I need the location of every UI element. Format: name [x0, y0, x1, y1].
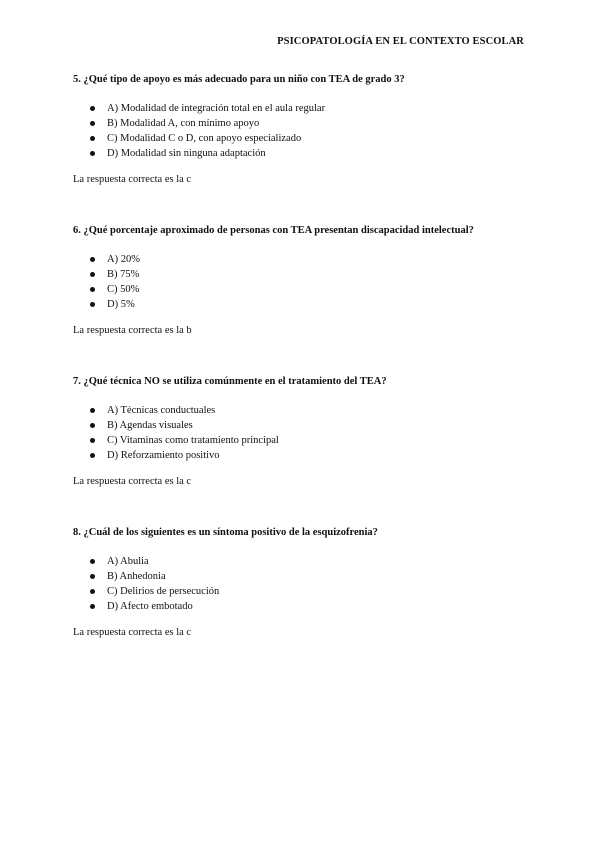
list-item	[73, 554, 533, 569]
bullet-icon	[90, 106, 95, 111]
bullet-icon	[90, 453, 95, 458]
option-text: A) Modalidad de integración total en el aula regular	[107, 103, 326, 114]
bullet-icon	[90, 438, 95, 443]
bullet-icon	[90, 257, 95, 262]
bullet-icon	[90, 604, 95, 609]
list-item	[73, 116, 533, 131]
list-item	[73, 146, 533, 161]
option-text: B) Modalidad A, con mínimo apoyo	[107, 118, 260, 129]
list-item	[73, 297, 533, 312]
list-item	[73, 101, 533, 116]
bullet-icon	[90, 287, 95, 292]
question-6	[73, 224, 533, 338]
bullet-icon	[90, 302, 95, 307]
option-text: C) 50%	[107, 284, 140, 295]
bullet-icon	[90, 574, 95, 579]
option-text: C) Delirios de persecución	[107, 586, 220, 597]
bullet-icon	[90, 423, 95, 428]
list-item	[73, 418, 533, 433]
list-item	[73, 252, 533, 267]
list-item	[73, 267, 533, 282]
list-item	[73, 282, 533, 297]
answer-text: La respuesta correcta es la b	[73, 325, 192, 336]
page-header-title: PSICOPATOLOGÍA EN EL CONTEXTO ESCOLAR	[277, 36, 524, 47]
list-item	[73, 584, 533, 599]
option-text: A) 20%	[107, 254, 140, 265]
option-text: C) Modalidad C o D, con apoyo especializado	[107, 133, 302, 144]
option-list	[73, 403, 533, 463]
option-text: B) Anhedonia	[107, 571, 166, 582]
list-item	[73, 599, 533, 614]
bullet-icon	[90, 272, 95, 277]
answer-text: La respuesta correcta es la c	[73, 476, 192, 487]
option-list	[73, 252, 533, 312]
list-item	[73, 403, 533, 418]
option-text: C) Vitaminas como tratamiento principal	[107, 435, 279, 446]
bullet-icon	[90, 559, 95, 564]
bullet-icon	[90, 408, 95, 413]
question-title: 8. ¿Cuál de los siguientes es un síntoma positivo de la esquizofrenia?	[73, 527, 378, 538]
question-title: 7. ¿Qué técnica NO se utiliza comúnmente en el tratamiento del TEA?	[73, 376, 387, 387]
question-8	[73, 526, 533, 640]
bullet-icon	[90, 121, 95, 126]
bullet-icon	[90, 589, 95, 594]
option-text: D) Afecto embotado	[107, 601, 193, 612]
option-text: A) Abulia	[107, 556, 149, 567]
list-item	[73, 569, 533, 584]
bullet-icon	[90, 136, 95, 141]
question-5	[73, 73, 533, 187]
list-item	[73, 433, 533, 448]
option-text: B) 75%	[107, 269, 140, 280]
question-title: 6. ¿Qué porcentaje aproximado de personas con TEA presentan discapacidad intelectual?	[73, 225, 474, 236]
list-item	[73, 448, 533, 463]
list-item	[73, 131, 533, 146]
question-7	[73, 375, 533, 489]
question-title: 5. ¿Qué tipo de apoyo es más adecuado para un niño con TEA de grado 3?	[73, 74, 405, 85]
option-list	[73, 101, 533, 161]
answer-text: La respuesta correcta es la c	[73, 174, 192, 185]
option-text: D) Reforzamiento positivo	[107, 450, 220, 461]
bullet-icon	[90, 151, 95, 156]
answer-text: La respuesta correcta es la c	[73, 627, 192, 638]
option-text: D) 5%	[107, 299, 135, 310]
option-text: D) Modalidad sin ninguna adaptación	[107, 148, 266, 159]
option-text: A) Técnicas conductuales	[107, 405, 216, 416]
option-text: B) Agendas visuales	[107, 420, 193, 431]
option-list	[73, 554, 533, 614]
